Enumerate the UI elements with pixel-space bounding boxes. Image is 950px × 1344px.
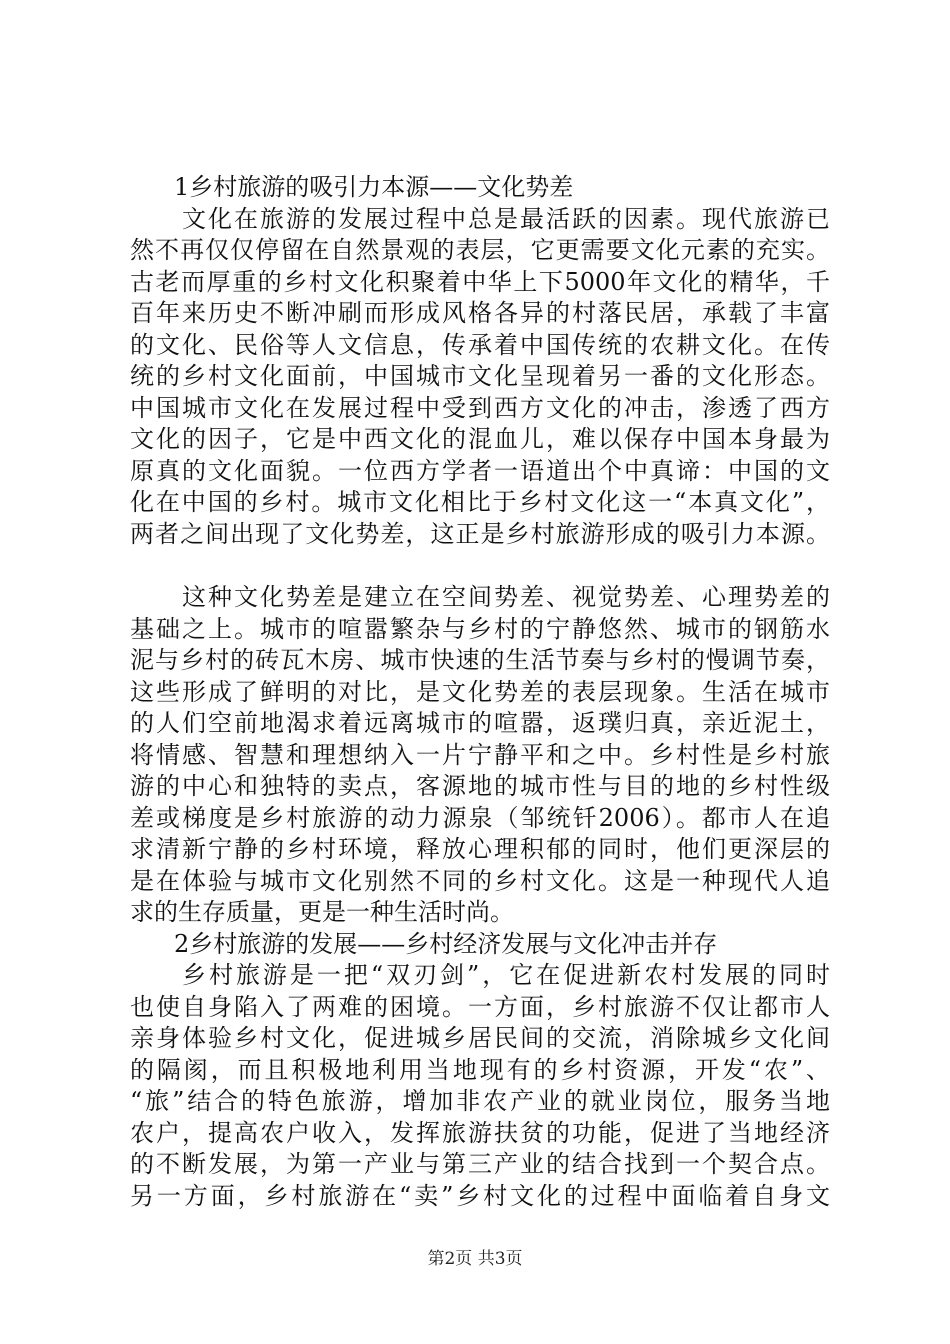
- paragraph-line: 的不断发展，为第一产业与第三产业的结合找到一个契合点。: [130, 1150, 830, 1178]
- paragraph-line: 基础之上。城市的喧嚣繁杂与乡村的宁静悠然、城市的钢筋水: [130, 614, 830, 643]
- section-heading-2: 2乡村旅游的发展——乡村经济发展与文化冲击并存: [174, 929, 718, 958]
- page-number-footer: 第2页 共3页: [427, 1249, 523, 1269]
- paragraph-line: 两者之间出现了文化势差，这正是乡村旅游形成的吸引力本源。: [130, 519, 830, 548]
- document-body: [130, 172, 830, 1212]
- paragraph-line: 求的生存质量，更是一种生活时尚。: [130, 898, 514, 926]
- paragraph-line: 泥与乡村的砖瓦木房、城市快速的生活节奏与乡村的慢调节奏，: [130, 646, 830, 674]
- paragraph-line: 统的乡村文化面前，中国城市文化呈现着另一番的文化形态。: [130, 362, 830, 390]
- paragraph-line: 另一方面，乡村旅游在“卖”乡村文化的过程中面临着自身文: [130, 1181, 830, 1210]
- paragraph-line: 的人们空前地渴求着远离城市的喧嚣，返璞归真，亲近泥土，: [130, 709, 830, 737]
- section-heading-1: 1乡村旅游的吸引力本源——文化势差: [174, 173, 574, 201]
- paragraph-line: 这种文化势差是建立在空间势差、视觉势差、心理势差的: [182, 583, 830, 611]
- paragraph-1: [130, 204, 830, 551]
- paragraph-3: [130, 960, 830, 1212]
- paragraph-line: 原真的文化面貌。一位西方学者一语道出个中真谛：中国的文: [130, 456, 830, 485]
- paragraph-line: 中国城市文化在发展过程中受到西方文化的冲击，渗透了西方: [130, 393, 830, 422]
- paragraph-line: 是在体验与城市文化别然不同的乡村文化。这是一种现代人追: [130, 866, 830, 895]
- paragraph-line: 也使自身陷入了两难的困境。一方面，乡村旅游不仅让都市人: [130, 992, 830, 1021]
- paragraph-line: 然不再仅仅停留在自然景观的表层，它更需要文化元素的充实。: [130, 236, 830, 264]
- paragraph-line: 百年来历史不断冲刷而形成风格各异的村落民居，承载了丰富: [130, 299, 830, 327]
- paragraph-line: “旅”结合的特色旅游，增加非农产业的就业岗位，服务当地: [130, 1087, 830, 1115]
- paragraph-line: 差或梯度是乡村旅游的动力源泉（邹统钎2006）。都市人在追: [130, 803, 830, 832]
- paragraph-line: 游的中心和独特的卖点，客源地的城市性与目的地的乡村性级: [130, 772, 830, 800]
- paragraph-line: 的文化、民俗等人文信息，传承着中国传统的农耕文化。在传: [130, 330, 830, 359]
- paragraph-line: 化在中国的乡村。城市文化相比于乡村文化这一“本真文化”，: [130, 488, 830, 516]
- paragraph-line: 将情感、智慧和理想纳入一片宁静平和之中。乡村性是乡村旅: [130, 740, 830, 769]
- paragraph-line: 的隔阂，而且积极地利用当地现有的乡村资源，开发“农”、: [130, 1055, 830, 1084]
- paragraph-line: 求清新宁静的乡村环境，释放心理积郁的同时，他们更深层的: [130, 835, 830, 863]
- paragraph-line: 古老而厚重的乡村文化积聚着中华上下5000年文化的精华，千: [130, 267, 830, 296]
- paragraph-line: 乡村旅游是一把“双刃剑”，它在促进新农村发展的同时: [182, 961, 830, 989]
- paragraph-line: 这些形成了鲜明的对比，是文化势差的表层现象。生活在城市: [130, 677, 830, 706]
- paragraph-line: 文化的因子，它是中西文化的混血儿，难以保存中国本身最为: [130, 425, 830, 453]
- paragraph-2: [130, 582, 830, 929]
- paragraph-line: 亲身体验乡村文化，促进城乡居民间的交流，消除城乡文化间: [130, 1024, 830, 1052]
- paragraph-line: 文化在旅游的发展过程中总是最活跃的因素。现代旅游已: [182, 204, 830, 233]
- paragraph-line: 农户，提高农户收入，发挥旅游扶贫的功能，促进了当地经济: [130, 1118, 830, 1147]
- paragraph-gap: [130, 550, 830, 582]
